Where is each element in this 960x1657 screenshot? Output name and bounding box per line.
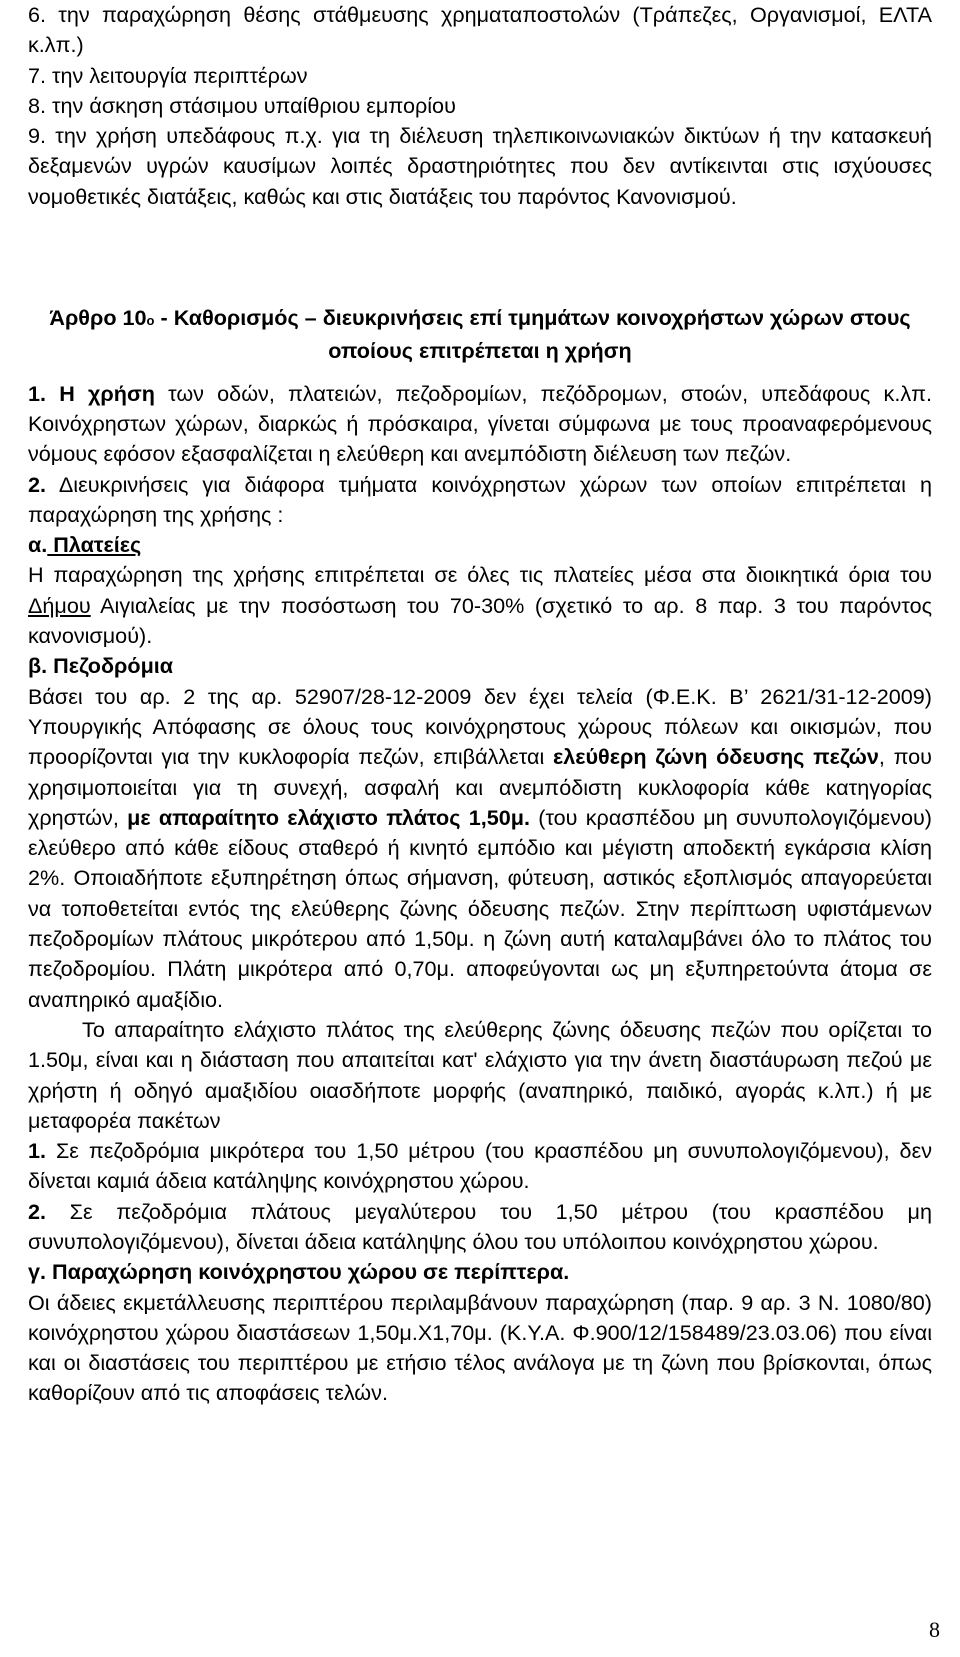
article-title-post: - Καθορισμός – διευκρινήσεις επί τμημάτων κοινοχρήστων χώρων στους οποίους επιτρέπεται η χρήση [154,305,911,364]
subsection-a-text-underlined: Δήμου [28,592,91,618]
spacer [28,367,932,379]
subsection-a-label: α. [28,532,48,558]
subsection-c-heading [28,1257,932,1287]
section-2-number: 2. [28,471,47,497]
subsection-a-title: Πλατείες [47,532,142,558]
section-1-text: των οδών, πλατειών, πεζοδρομίων, πεζόδρομων, στοών, υπεδάφους κ.λπ. Κοινόχρηστων χώρων, διαρκώς ή πρόσκαιρα, γίνεται σύμφωνα με τους προαναφερόμενους νόμους εφόσον εξασφαλίζεται η ελεύθερη και ανεμπόδιστη διέλευση των πεζών. [28,380,933,467]
list-item-9: 9. την χρήση υπεδάφους π.χ. για τη διέλευση τηλεπικοινωνιακών δικτύων ή την κατασκευή δεξαμενών υγρών καυσίμων λοιπές δραστηριότητες που δεν αντίκεινται στις ισχύουσες νομοθετικές διατάξεις, καθώς και στις διατάξεις του παρόντος Κανονισμού. [28,123,932,209]
subsection-b-item-2-number: 2. [28,1198,47,1224]
spacer [28,212,932,303]
subsection-a-text-post: Αιγιαλείας με την ποσόστωση του 70-30% (σχετικό το αρ. 8 παρ. 3 του παρόντος κανονισμού). [28,592,932,649]
subsection-b-p1-c: , που χρησιμοποιείται για τη συνεχή, ασφαλή και ανεμπόδιστη κυκλοφορία κάθε κατηγορίας χρηστών, [28,744,932,830]
subsection-a-text [28,560,932,651]
subsection-a-text-pre: Η παραχώρηση της χρήσης επιτρέπεται σε όλες τις πλατείες μέσα στα διοικητικά όρια του [28,562,932,588]
document-page [28,0,932,1409]
list-item-7: 7. την λειτουργία περιπτέρων [28,62,308,88]
subsection-b-p1-bold-1: ελεύθερη ζώνη όδευσης πεζών [552,744,879,770]
subsection-b-item-2 [28,1197,932,1258]
section-1 [28,379,932,470]
section-2 [28,470,932,531]
subsection-b-heading [28,651,932,681]
subsection-b-paragraph-2: Το απαραίτητο ελάχιστο πλάτος της ελεύθερης ζώνης όδευσης πεζών που ορίζεται το 1.50μ, είναι και η διάσταση που απαιτείται κατ' ελάχιστο για την άνετη διαστάυρωση πεζού με χρήστη ή οδηγό αμαξιδίου οιασδήποτε μορφής (αναπηρικό, παιδικό, αγοράς κ.λπ.) ή με μεταφορέα πακέτων [28,1016,932,1133]
article-title-ordinal: ο [146,313,155,329]
subsection-b-item-1 [28,1136,932,1197]
subsection-b-item-1-number: 1. [28,1138,47,1164]
subsection-b-item-2-text: Σε πεζοδρόμια πλάτους μεγαλύτερου του 1,50 μέτρου (του κρασπέδου μη συνυπολογιζόμενου), δίνεται άδεια κατάληψης όλου του υπόλοιπου κοινόχρηστου χώρου. [28,1198,932,1254]
subsection-c-label: γ. Παραχώρηση κοινόχρηστου χώρου σε περίπτερα. [28,1259,570,1285]
subsection-a-heading [28,530,932,560]
subsection-b-item-1-text: Σε πεζοδρόμια μικρότερα του 1,50 μέτρου (του κρασπέδου μη συνυπολογιζόμενου), δεν δίνεται καμιά άδεια κατάληψης κοινόχρηστου χώρου. [28,1138,932,1194]
list-item-8: 8. την άσκηση στάσιμου υπαίθριου εμπορίου [28,92,456,118]
article-title [28,303,932,367]
subsection-b-label: β. Πεζοδρόμια [28,653,174,679]
page-number: 8 [929,1617,940,1642]
list-item-6: 6. την παραχώρηση θέσης στάθμευσης χρηματαποστολών (Τράπεζες, Οργανισμοί, ΕΛΤΑ κ.λπ.) [28,2,932,58]
section-2-text: Διευκρινήσεις για διάφορα τμήματα κοινόχρηστων χώρων των οποίων επιτρέπεται η παραχώρηση της χρήσης : [28,471,932,527]
subsection-c-text: Οι άδειες εκμετάλλευσης περιπτέρου περιλαμβάνουν παραχώρηση (παρ. 9 αρ. 3 Ν. 1080/80) κοινόχρηστου χώρου διαστάσεων 1,50μ.Χ1,70μ. (Κ.Υ.Α. Φ.900/12/158489/23.03.06) που είναι και οι διαστάσεις του περιπτέρου με ετήσιο τέλος ανάλογα με τη ζώνη που βρίσκονται, όπως καθορίζουν από τις αποφάσεις τελών. [28,1289,932,1406]
subsection-b-paragraph-1 [28,682,932,1015]
subsection-b-p1-a: Βάσει του αρ. 2 της αρ. 52907/28-12-2009 δεν έχει τελεία (Φ.Ε.Κ. Β’ 2621/31-12-2009) Υπουργικής Απόφασης σε όλους τους κοινόχρηστους χώρους πόλεων και οικισμών, που προορίζονται για την κυκλοφορία πεζών, επιβάλλεται [28,683,932,770]
subsection-b-p1-bold-2: με απαραίτητο ελάχιστο πλάτος 1,50μ. [127,804,530,830]
subsection-b-p1-d: (του κρασπέδου μη συνυπολογιζόμενου) ελεύθερο από κάθε είδους σταθερό ή κινητό εμπόδιο και μέγιστη αποδεκτή εγκάρσια κλίση 2%. Οποιαδήποτε εξυπηρέτηση όπως σήμανση, φύτευση, αστικός εξοπλισμός απαγορεύεται να τοποθετείται εντός της ελεύθερης ζώνης όδευσης πεζών. Στην περίπτωση υφιστάμενων πεζοδρομίων πλάτους μικρότερου από 1,50μ. η ζώνη αυτή καταλαμβάνει όλο το πλάτος του πεζοδρομίου. Πλάτη μικρότερα από 0,70μ. αποφεύγονται ως μη εξυπηρετούντα άτομα σε αναπηρικό αμαξίδιο. [28,804,932,1012]
article-title-pre: Άρθρο 10 [49,305,147,331]
section-1-number: 1. Η χρήση [28,380,155,406]
